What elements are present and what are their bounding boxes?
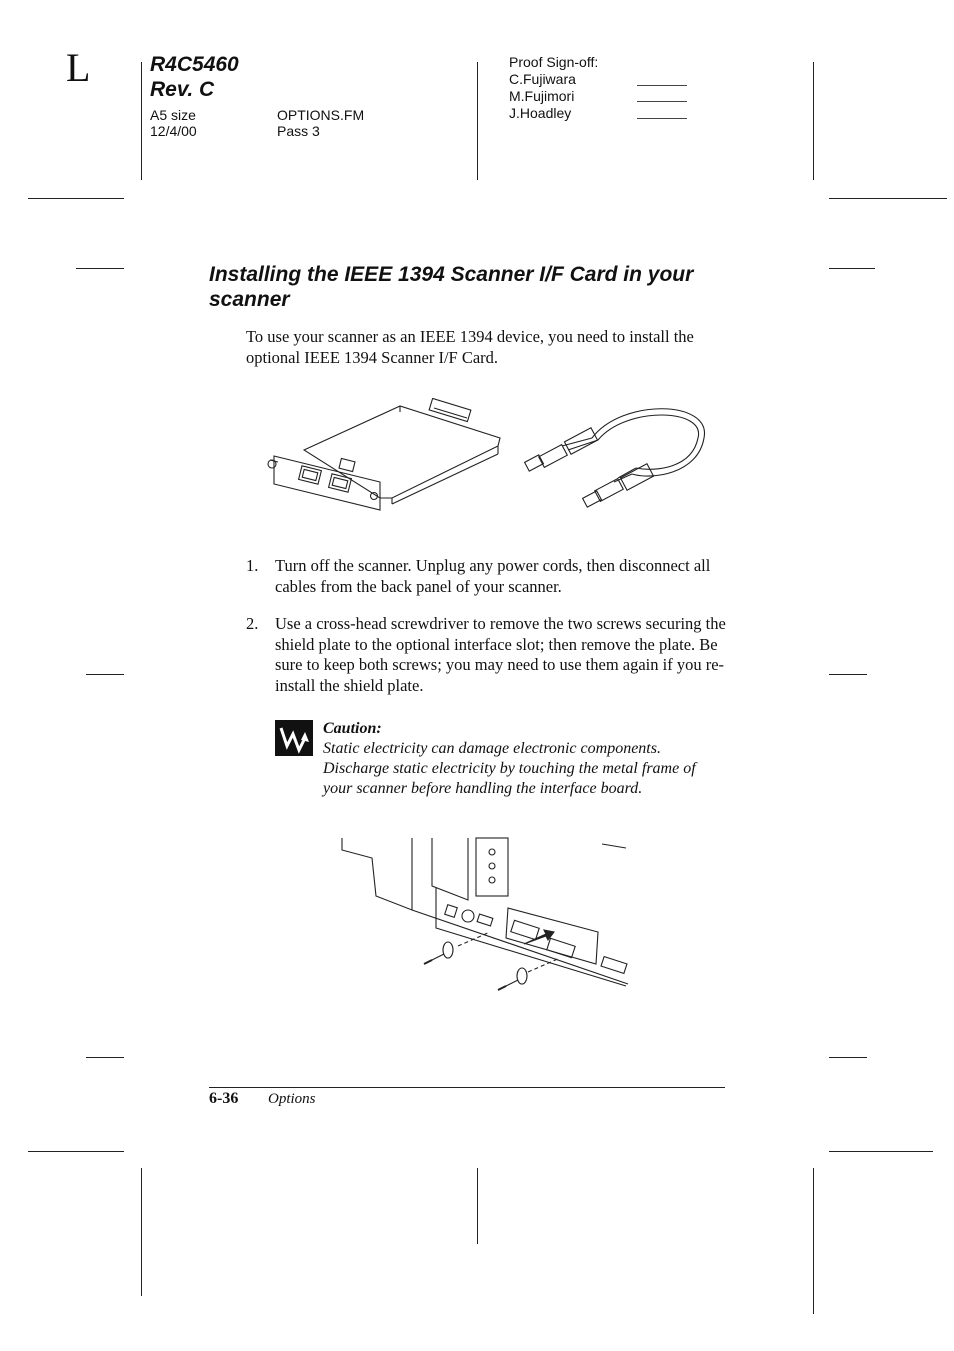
crop-mark bbox=[829, 1151, 933, 1152]
interface-card-and-cable-illustration bbox=[262, 398, 712, 518]
proof-title: Proof Sign-off: bbox=[509, 54, 599, 70]
crop-mark bbox=[141, 1168, 142, 1296]
intro-paragraph: To use your scanner as an IEEE 1394 device, you need to install the optional IEEE 1394 Scanner I/F Card. bbox=[246, 327, 694, 367]
crop-mark bbox=[477, 62, 478, 180]
proof-name: M.Fujimori bbox=[509, 88, 575, 104]
signature-line bbox=[637, 85, 687, 86]
crop-mark bbox=[28, 1151, 124, 1152]
signature-line bbox=[637, 118, 687, 119]
paper-size: A5 size bbox=[150, 107, 196, 123]
ieee1394-cable-illustration bbox=[525, 409, 705, 507]
caution-text: Static electricity can damage electronic components. Discharge static electricity by touching the metal frame of your scanner before handling the interface board. bbox=[323, 740, 696, 797]
proof-signoff bbox=[509, 54, 598, 122]
pass: Pass 3 bbox=[277, 123, 320, 139]
crop-mark bbox=[28, 198, 124, 199]
signature-line bbox=[637, 101, 687, 102]
caution-title: Caution: bbox=[323, 720, 382, 737]
footer-section-name: Options bbox=[268, 1091, 316, 1107]
date: 12/4/00 bbox=[150, 123, 197, 139]
crop-mark bbox=[86, 1057, 124, 1058]
proof-name: J.Hoadley bbox=[509, 105, 572, 121]
crop-mark bbox=[829, 268, 875, 269]
crop-mark bbox=[76, 268, 124, 269]
file-name: OPTIONS.FM bbox=[277, 107, 365, 123]
footer-rule bbox=[209, 1087, 725, 1088]
section-letter: L bbox=[66, 45, 91, 90]
proof-name: C.Fujiwara bbox=[509, 71, 576, 87]
model-name: R4C5460 bbox=[150, 53, 239, 76]
crop-mark bbox=[813, 62, 814, 180]
revision: Rev. C bbox=[150, 78, 215, 101]
section-heading: Installing the IEEE 1394 Scanner I/F Card in your scanner bbox=[209, 263, 694, 311]
step-number: 1. bbox=[246, 556, 259, 575]
step-text: Use a cross-head screwdriver to remove the two screws securing the shield plate to the optional interface slot; then remove the plate. Be sure to keep both screws; you may need to use them again if you re-install the shield plate. bbox=[275, 614, 726, 695]
warning-lightning-icon bbox=[275, 720, 313, 756]
crop-mark bbox=[477, 1168, 478, 1244]
crop-mark bbox=[813, 1168, 814, 1314]
step-text: Turn off the scanner. Unplug any power cords, then disconnect all cables from the back panel of your scanner. bbox=[275, 556, 711, 596]
crop-mark bbox=[86, 674, 124, 675]
page-number: 6-36 bbox=[209, 1090, 239, 1107]
crop-mark bbox=[141, 62, 142, 180]
crop-mark bbox=[829, 198, 947, 199]
crop-mark bbox=[829, 1057, 867, 1058]
model-block bbox=[150, 52, 239, 102]
interface-card-illustration bbox=[268, 398, 500, 510]
step-number: 2. bbox=[246, 614, 259, 633]
scanner-back-panel-illustration bbox=[340, 836, 632, 996]
crop-mark bbox=[829, 674, 867, 675]
